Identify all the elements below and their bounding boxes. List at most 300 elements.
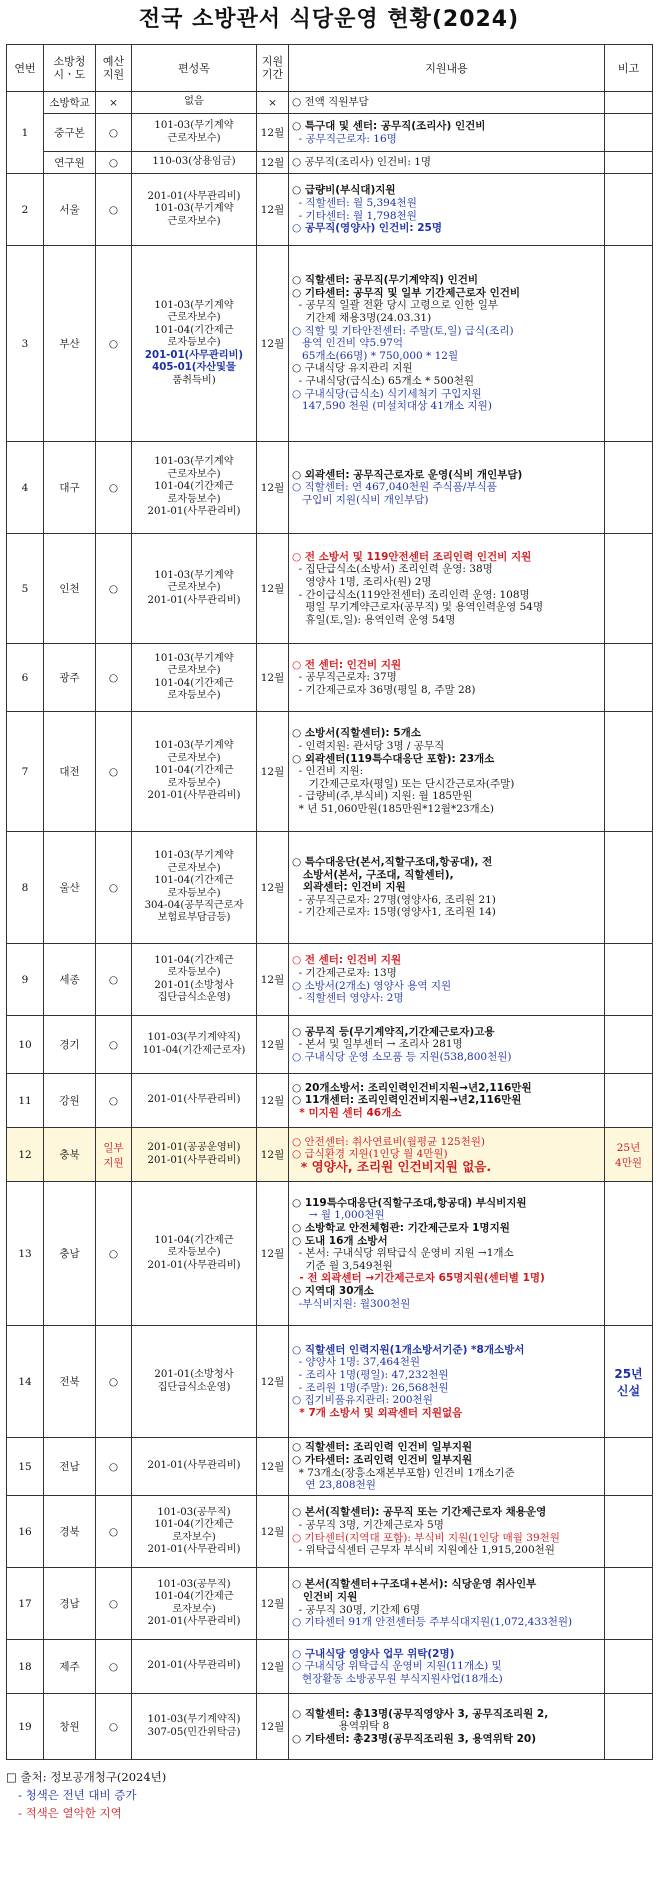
budget-support-cell: ○: [96, 1496, 132, 1568]
table-row: [7, 152, 653, 174]
row-number-cell: 6: [7, 644, 44, 712]
remark-cell: [605, 152, 653, 174]
period-cell: 12월: [257, 1496, 289, 1568]
period-cell: 12월: [257, 944, 289, 1016]
support-content-cell: [289, 944, 605, 1016]
budget-item-cell: [132, 1074, 257, 1128]
support-line: ○ 구내식당 운영 소모품 등 지원(538,800천원): [292, 1050, 512, 1063]
budget-item: 101-04(기간제근: [154, 324, 234, 336]
budget-item-cell: [132, 832, 257, 944]
support-line: ○ 급량비(부식대)지원: [292, 184, 396, 197]
support-line: 용역위탁 8: [292, 1720, 390, 1733]
budget-item: 201-01(사무관리비): [147, 1460, 241, 1472]
budget-item: 품취득비): [172, 374, 216, 386]
budget-item: 101-04(기간제근: [154, 954, 234, 966]
support-line: - 구내식당(급식소) 65개소 * 500천원: [292, 374, 474, 387]
support-line: - 기간제근로자 36명(평일 8, 주말 28): [292, 683, 476, 696]
budget-item-cell: [132, 944, 257, 1016]
support-line: - 집단급식소(소방서) 조리인력 운영: 38명: [292, 563, 493, 576]
budget-item: 로자보수): [172, 1603, 216, 1615]
support-line: 영양사 1명, 조리사(원) 2명: [292, 575, 432, 588]
support-line: ○ 직할 및 기타안전센터: 주말(토,일) 급식(조리): [292, 324, 514, 337]
budget-item: 로자등보수): [167, 967, 221, 979]
support-line: ○ 119특수대응단(직할구조대,항공대) 부식비지원: [292, 1196, 527, 1209]
region-cell: 강원: [44, 1074, 96, 1128]
table-row: [7, 1438, 653, 1496]
table-row: [7, 1128, 653, 1182]
budget-item: 로자등보수): [167, 887, 221, 899]
red-legend: - 적색은 열악한 지역: [18, 1806, 122, 1820]
budget-support-cell: ○: [96, 832, 132, 944]
support-line: ○ 집기비품유지관리: 200천원: [292, 1394, 433, 1407]
support-line: 기간제 채용3명(24.03.31): [292, 312, 432, 325]
table-row: [7, 174, 653, 246]
region-cell: 울산: [44, 832, 96, 944]
budget-item-cell: [132, 712, 257, 832]
budget-item: 집단급식소운영): [157, 991, 231, 1003]
budget-item: 201-01(사무관리비): [144, 349, 244, 361]
budget-item-cell: [132, 534, 257, 644]
period-cell: 12월: [257, 1694, 289, 1760]
budget-item: 로자보수): [172, 1531, 216, 1543]
column-header: 지원내용: [289, 45, 605, 92]
table-row: [7, 92, 653, 114]
budget-item-cell: [132, 174, 257, 246]
budget-item: 집단급식소운영): [157, 1381, 231, 1393]
remark-cell: [605, 1074, 653, 1128]
support-line: - 본서 및 일부센터 → 조리사 281명: [292, 1038, 463, 1051]
footer: [6, 1768, 658, 1822]
budget-item-cell: [132, 1640, 257, 1694]
table-row: [7, 1074, 653, 1128]
column-header: 지원 기간: [257, 45, 289, 92]
support-content-cell: [289, 1182, 605, 1326]
support-line: 용역 인건비 약5.97억: [292, 337, 404, 350]
support-line: - 조리원 1명(주말): 26,568천원: [292, 1381, 449, 1394]
budget-item: 101-04(기간제근: [154, 677, 234, 689]
support-line: - 양양사 1명: 37,464천원: [292, 1356, 421, 1369]
support-line: - 인력지원: 관서당 3명 / 공무직: [292, 740, 445, 753]
budget-item: 101-03(공무직): [157, 1506, 231, 1518]
region-cell: 경기: [44, 1016, 96, 1074]
region-cell: 소방학교: [44, 92, 96, 114]
support-content-cell: [289, 1128, 605, 1182]
budget-item: 로자등보수): [167, 689, 221, 701]
support-line: ○ 공무직(영양사) 인건비: 25명: [292, 222, 442, 235]
support-content-cell: [289, 1496, 605, 1568]
budget-item: 101-03(무기계약: [154, 456, 234, 468]
budget-item: 101-04(기간제근: [154, 765, 234, 777]
support-line: - 기타센터: 월 1,798천원: [292, 209, 417, 222]
budget-item: 101-03(무기계약: [154, 652, 234, 664]
budget-item: 로자등보수): [167, 337, 221, 349]
row-number-cell: 12: [7, 1128, 44, 1182]
budget-item-cell: [132, 152, 257, 174]
support-line: - 기간제근로자: 15명(영양사1, 조리원 14): [292, 906, 496, 919]
page-title: 전국 소방관서 식당운영 현황(2024): [138, 7, 520, 32]
support-line: ○ 직할센터: 연 467,040천원 주식품/부식품: [292, 481, 497, 494]
support-line: * 영양사, 조리원 인건비지원 없음.: [292, 1158, 492, 1174]
budget-item: 101-03(무기계약: [154, 120, 234, 132]
budget-support-cell: ○: [96, 246, 132, 442]
support-line: ○ 11개센터: 조리인력인건비지원→년2,116만원: [292, 1094, 522, 1107]
support-line: - 기간제근로자: 13명: [292, 966, 397, 979]
source-note: □ 출처: 정보공개청구(2024년): [6, 1770, 167, 1784]
support-line: ○ 가타센터: 조리인력 인건비 일부지원: [292, 1453, 473, 1466]
period-cell: 12월: [257, 1438, 289, 1496]
support-line: 구입비 지원(식비 개인부담): [292, 493, 429, 506]
support-line: ○ 특수대응단(본서,직할구조대,항공대), 전: [292, 856, 493, 869]
budget-item: 101-04(기간제근: [154, 1519, 234, 1531]
period-cell: 12월: [257, 246, 289, 442]
region-cell: 경북: [44, 1496, 96, 1568]
remark-cell: [605, 246, 653, 442]
support-content-cell: [289, 1016, 605, 1074]
support-line: ○ 구내식당(급식소) 식기세척기 구입지원: [292, 387, 482, 400]
region-cell: 충남: [44, 1182, 96, 1326]
budget-item: 405-01(자산및물: [152, 362, 236, 374]
blue-legend: - 청색은 전년 대비 증가: [18, 1788, 137, 1802]
budget-support-cell: ○: [96, 1640, 132, 1694]
budget-item: 101-03(무기계약직): [147, 1032, 241, 1044]
budget-item-cell: [132, 1496, 257, 1568]
support-line: ○ 전액 직원부담: [292, 96, 369, 109]
table-body: [7, 92, 653, 1760]
region-cell: 제주: [44, 1640, 96, 1694]
support-line: ○ 전 센터: 인건비 지원: [292, 954, 402, 967]
budget-support-cell: ○: [96, 1016, 132, 1074]
budget-item: 근로자보수): [167, 862, 221, 874]
budget-item: 101-03(무기계약: [154, 300, 234, 312]
budget-item: 201-01(사무관리비): [147, 594, 241, 606]
support-line: ○ 구내식당 위탁급식 운영비 지원(11개소) 및: [292, 1660, 502, 1673]
budget-item: 201-01(사무관리비): [147, 1543, 241, 1555]
support-content-cell: [289, 152, 605, 174]
budget-item: 근로자보수): [167, 312, 221, 324]
region-cell: 부산: [44, 246, 96, 442]
budget-item-cell: [132, 1438, 257, 1496]
table-row: [7, 644, 653, 712]
budget-support-cell: ×: [96, 92, 132, 114]
budget-item: 없음: [184, 96, 204, 108]
support-content-cell: [289, 1640, 605, 1694]
row-number-cell: 11: [7, 1074, 44, 1128]
row-number-cell: 8: [7, 832, 44, 944]
budget-item: 로자등보수): [167, 493, 221, 505]
support-line: - 공무직근로자: 16명: [292, 132, 397, 145]
row-number-cell: 5: [7, 534, 44, 644]
budget-item-cell: [132, 1694, 257, 1760]
support-line: ○ 직할센터: 총13명(공무직영양사 3, 공무직조리원 2,: [292, 1707, 549, 1720]
support-line: - 공무직 30명, 기간제 6명: [292, 1603, 421, 1616]
budget-item: 101-04(기간제근: [154, 1591, 234, 1603]
period-cell: 12월: [257, 1182, 289, 1326]
row-number-cell: 18: [7, 1640, 44, 1694]
support-line: ○ 본서(직할센터+구조대+본서): 식당운영 취사인부: [292, 1578, 537, 1591]
period-cell: 12월: [257, 152, 289, 174]
support-line: ○ 외곽센터(119특수대응단 포함): 23개소: [292, 752, 495, 765]
budget-item: 110-03(상용임금): [152, 156, 236, 168]
table-row: [7, 1640, 653, 1694]
column-header: 연번: [7, 45, 44, 92]
support-line: - 전 외곽센터 →기간제근로자 65명지원(센터별 1명): [292, 1272, 545, 1285]
support-line: - 직할센터 영양사: 2명: [292, 992, 404, 1005]
support-line: * 7개 소방서 및 외곽센터 지원없음: [292, 1406, 463, 1419]
support-content-cell: [289, 1074, 605, 1128]
budget-item: 근로자보수): [167, 752, 221, 764]
support-line: ○ 기타센터: 총23명(공무직조리원 3, 용역위탁 20): [292, 1732, 537, 1745]
table-row: [7, 114, 653, 152]
support-line: - 공무직 일괄 전환 당시 고령으로 인한 일부: [292, 299, 499, 312]
remark-cell: [605, 832, 653, 944]
support-line: - 공무직근로자: 37명: [292, 671, 397, 684]
support-line: ○ 공무직 등(무기계약직,기간제근로자)고용: [292, 1025, 495, 1038]
period-cell: 12월: [257, 174, 289, 246]
budget-item: 201-01(사무관리비): [147, 1094, 241, 1106]
support-line: ○ 구내식당 유지관리 지원: [292, 362, 413, 375]
budget-support-cell: ○: [96, 174, 132, 246]
budget-support-cell: ○: [96, 644, 132, 712]
support-content-cell: [289, 1438, 605, 1496]
remark-cell: [605, 712, 653, 832]
table-row: [7, 534, 653, 644]
period-cell: ×: [257, 92, 289, 114]
budget-support-cell: ○: [96, 1326, 132, 1438]
support-line: ○ 지역대 30개소: [292, 1284, 374, 1297]
budget-item: 101-03(공무직): [157, 1578, 231, 1590]
table-row: [7, 1182, 653, 1326]
support-line: ○ 특구대 및 센터: 공무직(조리사) 인건비: [292, 119, 486, 132]
support-line: ○ 외곽센터: 공무직근로자로 운영(식비 개인부담): [292, 468, 523, 481]
support-line: 연 23,808천원: [292, 1479, 376, 1492]
budget-support-cell: ○: [96, 1568, 132, 1640]
remark-cell: [605, 114, 653, 152]
budget-item: 201-01(사무관리비): [147, 506, 241, 518]
support-content-cell: [289, 534, 605, 644]
support-content-cell: [289, 1326, 605, 1438]
support-content-cell: [289, 114, 605, 152]
support-line: ○ 기타센터(지역대 포함): 부식비 지원(1인당 매월 39천원: [292, 1531, 560, 1544]
support-line: ○ 전 센터: 인건비 지원: [292, 658, 402, 671]
row-number-cell: 7: [7, 712, 44, 832]
support-line: ○ 직할센터 인력지원(1개소방서기준) *8개소방서: [292, 1343, 525, 1356]
remark-cell: [605, 1568, 653, 1640]
region-cell: 충북: [44, 1128, 96, 1182]
support-line: -부식비지원: 월300천원: [292, 1297, 411, 1310]
support-line: ○ 도내 16개 소방서: [292, 1234, 388, 1247]
support-line: - 공무직 3명, 기간제근로자 5명: [292, 1518, 444, 1531]
region-cell: 연구원: [44, 152, 96, 174]
period-cell: 12월: [257, 1640, 289, 1694]
row-number-cell: 16: [7, 1496, 44, 1568]
period-cell: 12월: [257, 1326, 289, 1438]
row-number-cell: 13: [7, 1182, 44, 1326]
region-cell: 창원: [44, 1694, 96, 1760]
row-number-cell: 3: [7, 246, 44, 442]
table-row: [7, 1496, 653, 1568]
budget-item-cell: [132, 92, 257, 114]
budget-item-cell: [132, 644, 257, 712]
period-cell: 12월: [257, 712, 289, 832]
support-line: - 본서: 구내식당 위탁급식 운영비 지원 →1개소: [292, 1247, 514, 1260]
table-row: [7, 442, 653, 534]
support-line: 외곽센터: 인건비 지원: [292, 881, 406, 894]
budget-item: 101-03(무기계약: [154, 850, 234, 862]
support-line: ○ 기타센터: 공무직 및 일부 기간제근로자 인건비: [292, 286, 521, 299]
remark-cell: [605, 1694, 653, 1760]
budget-item: 보험료부담금등): [157, 912, 231, 924]
table-row: [7, 832, 653, 944]
support-line: ○ 직할센터: 조리인력 인건비 일부지원: [292, 1441, 473, 1454]
budget-item: 101-04(기간제근: [154, 875, 234, 887]
support-line: - 급량비(주,부식비) 지원: 월 185만원: [292, 790, 473, 803]
budget-item-cell: [132, 114, 257, 152]
row-number-cell: 4: [7, 442, 44, 534]
budget-item: 101-04(기간제근: [154, 481, 234, 493]
budget-item: 근로자보수): [167, 665, 221, 677]
region-cell: 경남: [44, 1568, 96, 1640]
support-content-cell: [289, 174, 605, 246]
table-row: [7, 1016, 653, 1074]
support-line: 147,590 천원 (미설치대상 41개소 지원): [292, 400, 492, 413]
remark-cell: [605, 442, 653, 534]
period-cell: 12월: [257, 1016, 289, 1074]
remark-cell: [605, 174, 653, 246]
budget-item: 201-01(사무관리비): [147, 1660, 241, 1672]
support-line: ○ 소방서(2개소) 영양사 용역 지원: [292, 979, 452, 992]
support-content-cell: [289, 712, 605, 832]
support-line: ○ 직할센터: 공무직(무기계약직) 인건비: [292, 274, 479, 287]
remark-cell: [605, 1016, 653, 1074]
support-line: - 간이급식소(119안전센터) 조리인력 운영: 108명: [292, 588, 530, 601]
table-row: [7, 944, 653, 1016]
budget-support-cell: 일부 지원: [96, 1128, 132, 1182]
budget-support-cell: ○: [96, 1694, 132, 1760]
budget-support-cell: ○: [96, 1438, 132, 1496]
budget-item-cell: [132, 246, 257, 442]
support-line: * 년 51,060만원(185만원*12월*23개소): [292, 802, 494, 815]
remark-cell: [605, 534, 653, 644]
region-cell: 인천: [44, 534, 96, 644]
row-number-cell: 1: [7, 92, 44, 174]
table-row: [7, 712, 653, 832]
support-line: ○ 안전센터: 취사연료비(월평균 125천원): [292, 1135, 485, 1148]
budget-support-cell: ○: [96, 1182, 132, 1326]
budget-support-cell: ○: [96, 114, 132, 152]
support-content-cell: [289, 92, 605, 114]
support-content-cell: [289, 442, 605, 534]
region-cell: 세종: [44, 944, 96, 1016]
support-line: - 공무직근로자: 27명(영양사6, 조리원 21): [292, 893, 496, 906]
region-cell: 광주: [44, 644, 96, 712]
row-number-cell: 17: [7, 1568, 44, 1640]
column-header: 소방청 시ㆍ도: [44, 45, 96, 92]
support-line: ○ 구내식당 영양사 업무 위탁(2명): [292, 1647, 455, 1660]
table-row: [7, 1694, 653, 1760]
budget-item: 근로자보수): [167, 132, 221, 144]
budget-support-cell: ○: [96, 442, 132, 534]
budget-item: 로자등보수): [167, 1247, 221, 1259]
budget-item: 근로자보수): [167, 215, 221, 227]
support-line: - 조리사 1명(평일): 47,232천원: [292, 1368, 449, 1381]
period-cell: 12월: [257, 644, 289, 712]
support-line: ○ 소방학교 안전체험관: 기간제근로자 1명지원: [292, 1222, 510, 1235]
remark-cell: [605, 1496, 653, 1568]
budget-item: 101-04(기간제근: [154, 1234, 234, 1246]
budget-support-cell: ○: [96, 712, 132, 832]
budget-item: 근로자보수): [167, 468, 221, 480]
budget-item-cell: [132, 1182, 257, 1326]
budget-item: 307-05(민간위탁금): [147, 1726, 241, 1738]
remark-cell: 25년 신설: [605, 1326, 653, 1438]
budget-support-cell: ○: [96, 152, 132, 174]
budget-support-cell: ○: [96, 944, 132, 1016]
column-header: 편성목: [132, 45, 257, 92]
region-cell: 전남: [44, 1438, 96, 1496]
table-row: [7, 1326, 653, 1438]
budget-item: 101-03(무기계약: [154, 740, 234, 752]
support-line: 인건비 지원: [292, 1590, 358, 1603]
budget-item: 101-04(기간제근로자): [142, 1044, 246, 1056]
support-line: * 미지원 센터 46개소: [292, 1106, 402, 1119]
budget-item: 201-01(소방청사: [154, 1369, 234, 1381]
row-number-cell: 14: [7, 1326, 44, 1438]
remark-cell: [605, 1438, 653, 1496]
remark-cell: [605, 1640, 653, 1694]
period-cell: 12월: [257, 114, 289, 152]
row-number-cell: 9: [7, 944, 44, 1016]
support-line: - 위탁급식센터 근무자 부식비 지원예산 1,915,200천원: [292, 1544, 555, 1557]
support-line: - 직할센터: 월 5,394천원: [292, 196, 417, 209]
support-line: 평일 무기계약근로자(공무직) 및 용역인력운영 54명: [292, 601, 544, 614]
period-cell: 12월: [257, 832, 289, 944]
period-cell: 12월: [257, 534, 289, 644]
column-header: 예산 지원: [96, 45, 132, 92]
remark-cell: [605, 944, 653, 1016]
support-line: 소방서(본서, 구조대, 직할센터),: [292, 868, 454, 881]
period-cell: 12월: [257, 1128, 289, 1182]
support-line: ○ 본서(직할센터): 공무직 또는 기간제근로자 채용운영: [292, 1506, 547, 1519]
support-line: 기간제근로자(평일) 또는 단시간근로자(주말): [292, 777, 515, 790]
budget-item: 101-03(무기계약: [154, 203, 234, 215]
budget-item: 101-03(무기계약: [154, 569, 234, 581]
region-cell: 중구본: [44, 114, 96, 152]
budget-item-cell: [132, 1568, 257, 1640]
region-cell: 서울: [44, 174, 96, 246]
support-content-cell: [289, 1568, 605, 1640]
region-cell: 대전: [44, 712, 96, 832]
support-line: 65개소(66명) * 750,000 * 12월: [292, 349, 459, 362]
region-cell: 대구: [44, 442, 96, 534]
budget-item: 304-04(공무직근로자: [144, 899, 244, 911]
budget-item-cell: [132, 1128, 257, 1182]
support-content-cell: [289, 246, 605, 442]
budget-support-cell: ○: [96, 1074, 132, 1128]
support-line: ○ 기타센터 91개 안전센터등 주부식대지원(1,072,433천원): [292, 1616, 573, 1629]
support-line: - 인건비 지원:: [292, 765, 364, 778]
table-row: [7, 1568, 653, 1640]
row-number-cell: 2: [7, 174, 44, 246]
support-line: ○ 소방서(직할센터): 5개소: [292, 727, 421, 740]
support-line: * 73개소(장흥소재본부포함) 인건비 1개소기준: [292, 1466, 515, 1479]
budget-item: 201-01(사무관리비): [147, 790, 241, 802]
period-cell: 12월: [257, 1568, 289, 1640]
budget-item: 201-01(소방청사: [154, 979, 234, 991]
budget-item: 201-01(사무관리비): [147, 1154, 241, 1166]
support-content-cell: [289, 832, 605, 944]
support-line: → 월 1,000천원: [292, 1209, 385, 1222]
budget-item: 근로자보수): [167, 582, 221, 594]
